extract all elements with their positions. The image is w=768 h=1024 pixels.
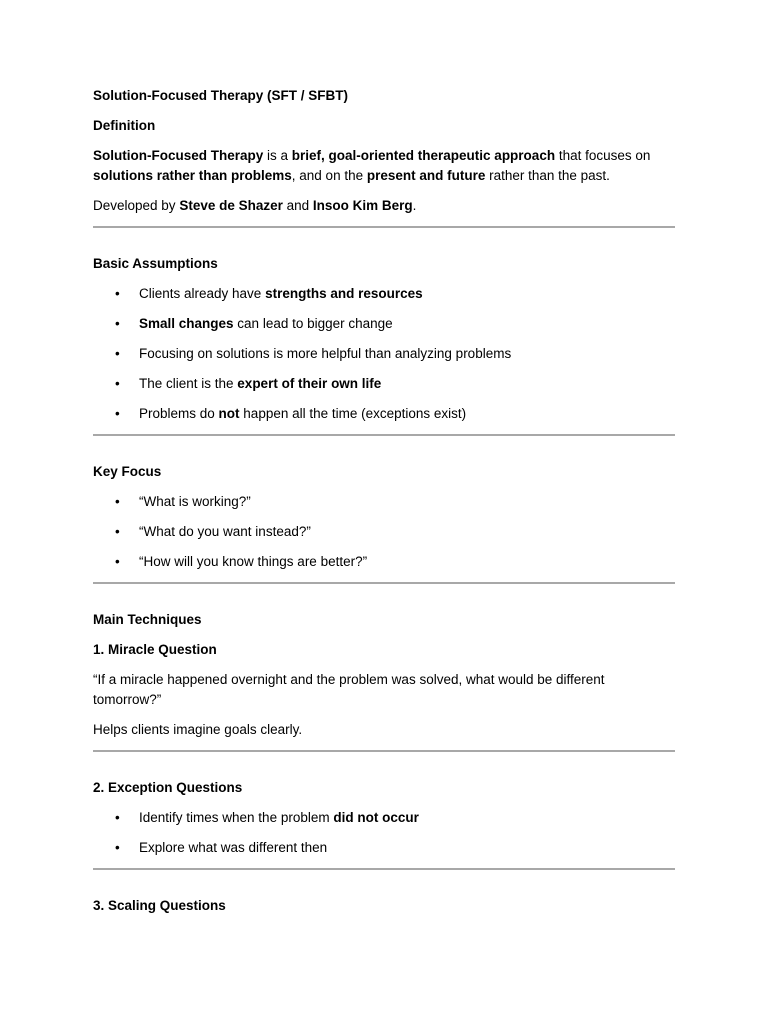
main-techniques-heading: Main Techniques [93, 612, 202, 627]
text-run: Identify times when the problem [139, 810, 334, 825]
bullet-icon: • [115, 406, 120, 421]
bullet-icon: • [115, 840, 120, 855]
list-item [93, 552, 675, 572]
text-run: Clients already have [139, 286, 266, 301]
bullet-icon: • [115, 524, 120, 539]
scaling-questions-heading: 3. Scaling Questions [93, 898, 226, 913]
document-title: Solution-Focused Therapy (SFT / SFBT) [93, 88, 348, 103]
text-run: . [412, 198, 417, 213]
key-focus-list [93, 492, 675, 572]
bullet-icon: • [115, 286, 120, 301]
question-text: “What do you want instead?” [139, 524, 311, 539]
bold-term: Solution-Focused Therapy [93, 148, 264, 163]
bullet-icon: • [115, 316, 120, 331]
developer-name: Steve de Shazer [179, 198, 283, 213]
list-item [93, 492, 675, 512]
text-run: rather than the past. [485, 168, 610, 183]
bold-term: strengths and resources [265, 286, 423, 301]
bold-term: not [218, 406, 240, 421]
section-divider [93, 868, 675, 870]
list-item [93, 838, 675, 858]
text-run: is a [263, 148, 292, 163]
text-run: Developed by [93, 198, 180, 213]
list-item [93, 374, 675, 394]
list-item [93, 404, 675, 424]
section-divider [93, 434, 675, 436]
miracle-question-quote: “If a miracle happened overnight and the problem was solved, what would be different tomorrow?” [93, 672, 605, 707]
miracle-question-heading: 1. Miracle Question [93, 642, 217, 657]
question-text: “How will you know things are better?” [139, 554, 368, 569]
section-divider [93, 582, 675, 584]
bold-term: present and future [366, 168, 486, 183]
exception-questions-list [93, 808, 675, 858]
developer-name: Insoo Kim Berg [312, 198, 413, 213]
bold-term: did not occur [333, 810, 419, 825]
list-item [93, 314, 675, 334]
list-item [93, 344, 675, 364]
section-divider [93, 226, 675, 228]
text-run: can lead to bigger change [233, 316, 393, 331]
basic-assumptions-list [93, 284, 675, 424]
list-item [93, 522, 675, 542]
text-run: , and on the [291, 168, 367, 183]
text-run: and [282, 198, 313, 213]
text-run: that focuses on [555, 148, 651, 163]
text-run: happen all the time (exceptions exist) [239, 406, 467, 421]
bullet-icon: • [115, 346, 120, 361]
text-run: The client is the [139, 376, 238, 391]
question-text: “What is working?” [139, 494, 251, 509]
bold-term: brief, goal-oriented therapeutic approach [291, 148, 556, 163]
bold-term: Small changes [139, 316, 234, 331]
bullet-icon: • [115, 376, 120, 391]
key-focus-heading: Key Focus [93, 464, 162, 479]
exception-questions-heading: 2. Exception Questions [93, 780, 243, 795]
bullet-icon: • [115, 554, 120, 569]
miracle-question-note: Helps clients imagine goals clearly. [93, 722, 303, 737]
text-run: Explore what was different then [139, 840, 328, 855]
basic-assumptions-heading: Basic Assumptions [93, 256, 218, 271]
bullet-icon: • [115, 494, 120, 509]
text-run: Focusing on solutions is more helpful than analyzing problems [139, 346, 512, 361]
developers-paragraph [93, 196, 675, 216]
document-content [93, 86, 675, 916]
text-run: Problems do [139, 406, 219, 421]
bold-term: expert of their own life [237, 376, 382, 391]
bold-term: solutions rather than problems [93, 168, 292, 183]
definition-paragraph [93, 146, 675, 186]
list-item [93, 808, 675, 828]
bullet-icon: • [115, 810, 120, 825]
section-divider [93, 750, 675, 752]
definition-heading: Definition [93, 118, 156, 133]
list-item [93, 284, 675, 304]
